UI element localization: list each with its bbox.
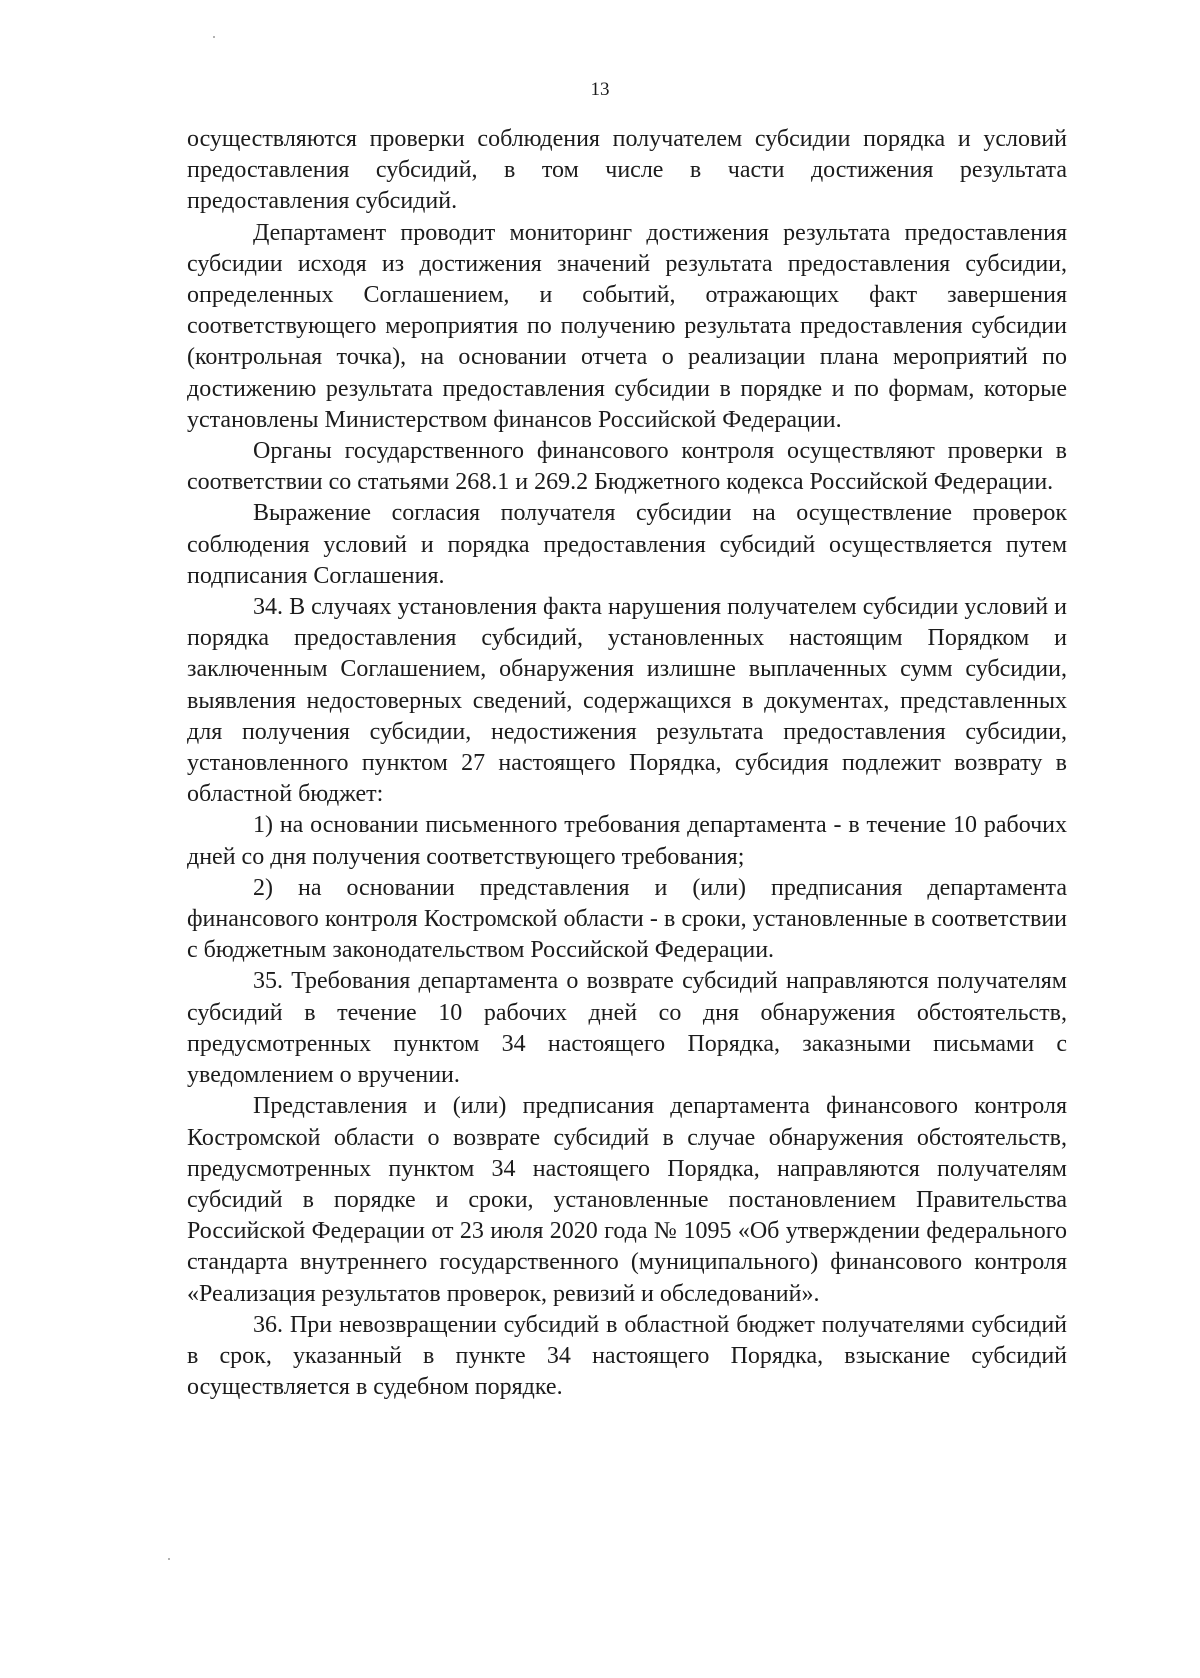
paragraph-item-36: 36. При невозвращении субсидий в областной бюджет получателями субсидий в срок, указанный в пункте 34 настоящего Порядка, взыскание субсидий осуществляется в судебном порядке. — [187, 1311, 1067, 1401]
paragraph-item-35: 35. Требования департамента о возврате субсидий направляются получателям субсидий в течение 10 рабочих дней со дня обнаружения обстоятельств, предусмотренных пунктом 34 настоящего Порядка, заказными письмами с уведомлением о вручении. — [187, 968, 1067, 1089]
scan-speck — [168, 1558, 170, 1560]
paragraph-continuation: осуществляются проверки соблюдения получателем субсидии порядка и условий предоставления субсидий, в том числе в части достижения результата предоставления субсидий. — [187, 126, 1067, 215]
paragraph-monitoring: Департамент проводит мониторинг достижения результата предоставления субсидии исходя из достижения значений результата предоставления субсидии, определенных Соглашением, и событий, отражающих факт завершения соответствующего мероприятия по получению результата предоставления субсидии (контрольная точка), на основании отчета о реализации плана мероприятий по достижению результата предоставления субсидии в порядке и по формам, которые установлены Министерством финансов Российской Федерации. — [187, 219, 1067, 433]
paragraph-item-34: 34. В случаях установления факта нарушения получателем субсидии условий и порядка предоставления субсидий, установленных настоящим Порядком и заключенным Соглашением, обнаружения излишне выплаченных сумм субсидии, выявления недостоверных сведений, содержащихся в документах, представленных для получения субсидии, недостижения результата предоставления субсидии, установленного пунктом 27 настоящего Порядка, субсидия подлежит возврату в областной бюджет: — [187, 594, 1067, 808]
paragraph-subitem-2: 2) на основании представления и (или) предписания департамента финансового контроля Костромской области - в сроки, установленные в соответствии с бюджетным законодательством Российской Федерации. — [187, 874, 1067, 964]
paragraph-subitem-1: 1) на основании письменного требования департамента - в течение 10 рабочих дней со дня получения соответствующего требования; — [187, 812, 1067, 870]
paragraph-consent: Выражение согласия получателя субсидии на осуществление проверок соблюдения условий и порядка предоставления субсидий осуществляется путем подписания Соглашения. — [187, 500, 1067, 589]
scan-speck — [213, 36, 215, 38]
document-body — [187, 124, 1067, 1403]
page-number: 13 — [590, 79, 610, 100]
paragraph-representations: Представления и (или) предписания департамента финансового контроля Костромской области о возврате субсидий в случае обнаружения обстоятельств, предусмотренных пунктом 34 настоящего Порядка, направляются получателям субсидий в порядке и сроки, установленные постановлением Правительства Российской Федерации от 23 июля 2020 года № 1095 «Об утверждении федерального стандарта внутреннего государственного (муниципального) финансового контроля «Реализация результатов проверок, ревизий и обследований». — [187, 1093, 1067, 1307]
paragraph-control-bodies: Органы государственного финансового контроля осуществляют проверки в соответствии со статьями 268.1 и 269.2 Бюджетного кодекса Российской Федерации. — [187, 438, 1067, 496]
